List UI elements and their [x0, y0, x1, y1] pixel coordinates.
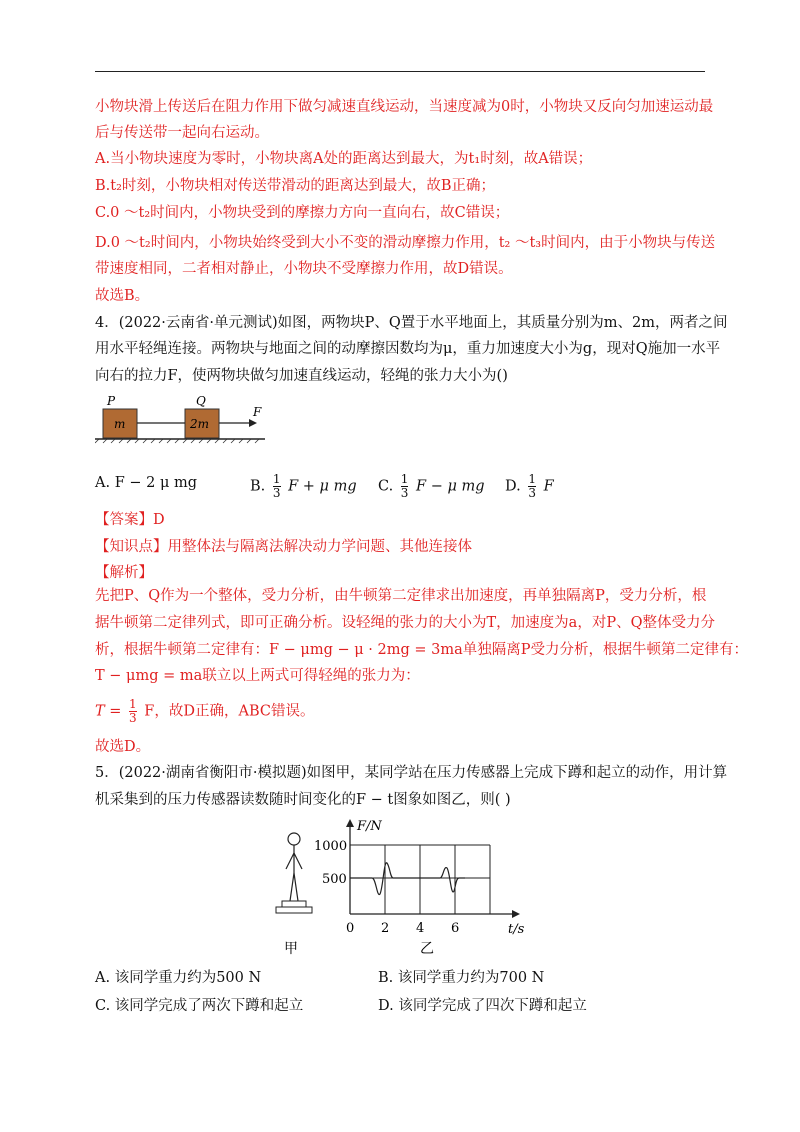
- q4-stem-line2: 用水平轻绳连接。两物块与地面之间的动摩擦因数均为μ，重力加速度大小为g，现对Q施加一水平: [95, 341, 721, 357]
- caption-left: 甲: [284, 941, 298, 957]
- q5-figure: [260, 815, 540, 965]
- sol3-line2: 后与传送带一起向右运动。: [95, 125, 269, 141]
- q4-analysis-line5: [95, 698, 314, 725]
- sol3-option-d-line2: 带速度相同，二者相对静止，小物块不受摩擦力作用，故D错误。: [95, 261, 513, 277]
- q4-stem-line1: 4．(2022·云南省·单元测试)如图，两物块P、Q置于水平地面上，其质量分别为m、2m，两者之间: [95, 315, 728, 331]
- q4-option-c-prefix: C.: [378, 478, 394, 495]
- q4-option-b-rest: F + μ mg: [288, 478, 357, 495]
- y-tick-500: 500: [322, 872, 347, 887]
- q4-analysis-line2: 据牛顿第二定律列式，即可正确分析。设轻绳的张力的大小为T，加速度为a，对P、Q整体受力分: [95, 615, 715, 631]
- q5-option-d[interactable]: D. 该同学完成了四次下蹲和起立: [378, 998, 587, 1014]
- x-tick-6: 6: [451, 921, 460, 936]
- mass-q: 2m: [190, 417, 210, 431]
- q4-analysis-label: 【解析】: [95, 565, 153, 581]
- q4-option-a[interactable]: A. F − 2 μ mg: [95, 475, 198, 491]
- q5-stem-line1: 5．(2022·湖南省衡阳市·模拟题)如图甲，某同学站在压力传感器上完成下蹲和起立的动作，用计算: [95, 765, 728, 781]
- fraction-denominator: 3: [528, 486, 536, 500]
- q5-option-a[interactable]: A. 该同学重力约为500 N: [95, 970, 262, 986]
- q4-option-b-fraction: [273, 473, 281, 500]
- stick-figure: [286, 833, 302, 901]
- label-p: P: [107, 394, 116, 408]
- fraction-denominator: 3: [400, 486, 409, 500]
- sol3-option-a: A.当小物块速度为零时，小物块离A处的距离达到最大，为t₁时刻，故A错误；: [95, 151, 593, 167]
- force-curve: [350, 863, 465, 895]
- q4-analysis-line4: T − μmg = ma联立以上两式可得轻绳的张力为：: [95, 668, 420, 684]
- q4-option-d-prefix: D.: [505, 478, 521, 495]
- force-arrowhead: [249, 419, 257, 427]
- q4-option-d-fraction: [528, 473, 536, 500]
- sol3-option-d-line1: D.0 ～t₂时间内，小物块始终受到大小不变的滑动摩擦力作用，t₂ ～t₃时间内，由于小物块与传送: [95, 235, 716, 251]
- q4-knowledge-point: 【知识点】用整体法与隔离法解决动力学问题、其他连接体: [95, 539, 472, 555]
- q4-option-b-prefix: B.: [250, 478, 266, 495]
- q4-answer: 【答案】D: [95, 512, 165, 528]
- q4-analysis-line5-prefix: T =: [95, 703, 122, 720]
- y-axis-arrowhead: [346, 819, 354, 827]
- q4-option-d-rest: F: [543, 478, 554, 495]
- pressure-sensor-icon: [276, 901, 312, 913]
- sol3-line1: 小物块滑上传送后在阻力作用下做匀减速直线运动，当速度减为0时，小物块又反向匀加速运动最: [95, 99, 714, 115]
- mass-p: m: [114, 417, 126, 431]
- q4-option-c-rest: F − μ mg: [416, 478, 485, 495]
- fraction-denominator: 3: [272, 486, 281, 500]
- y-axis-label: F/N: [357, 819, 382, 834]
- q4-option-d[interactable]: [505, 473, 554, 500]
- sol3-choose: 故选B。: [95, 288, 150, 304]
- x-tick-2: 2: [381, 921, 390, 936]
- q4-option-c-fraction: [401, 473, 409, 500]
- q5-option-b[interactable]: B. 该同学重力约为700 N: [378, 970, 545, 986]
- q4-analysis-line5-fraction: [129, 698, 137, 725]
- fraction-numerator: 1: [272, 472, 281, 486]
- x-axis-label: t/s: [508, 922, 525, 937]
- sol3-option-b: B.t₂时刻，小物块相对传送带滑动的距离达到最大，故B正确；: [95, 178, 496, 194]
- fraction-numerator: 1: [528, 472, 536, 486]
- label-q: Q: [196, 394, 206, 408]
- q4-option-c[interactable]: [378, 473, 485, 500]
- grid: [350, 845, 490, 914]
- label-f: F: [253, 405, 262, 419]
- q4-option-b[interactable]: [250, 473, 357, 500]
- header-rule: [95, 71, 705, 72]
- caption-right: 乙: [420, 941, 434, 957]
- x-tick-4: 4: [416, 921, 425, 936]
- q4-analysis-line3: 析，根据牛顿第二定律有：F − μmg − μ · 2mg = 3ma单独隔离P受力分析，根据牛顿第二定律有：: [95, 642, 748, 658]
- q5-stem-line2: 机采集到的压力传感器读数随时间变化的F − t图象如图乙，则( ): [95, 792, 511, 808]
- q5-option-c[interactable]: C. 该同学完成了两次下蹲和起立: [95, 998, 304, 1014]
- q4-blocks-figure: [95, 392, 275, 444]
- q4-stem-line3: 向右的拉力F，使两物块做匀加速直线运动，轻绳的张力大小为(): [95, 368, 508, 384]
- fraction-numerator: 1: [129, 697, 137, 711]
- x-axis-arrowhead: [512, 910, 520, 918]
- fraction-denominator: 3: [129, 711, 137, 725]
- sol3-option-c: C.0 ～t₂时间内，小物块受到的摩擦力方向一直向右，故C错误；: [95, 205, 510, 221]
- fraction-numerator: 1: [400, 472, 409, 486]
- y-tick-1000: 1000: [314, 839, 348, 854]
- x-tick-0: 0: [346, 921, 355, 936]
- q4-analysis-line1: 先把P、Q作为一个整体，受力分析，由牛顿第二定律求出加速度，再单独隔离P，受力分析，根: [95, 588, 707, 604]
- q4-analysis-line5-rest: F，故D正确，ABC错误。: [144, 703, 315, 720]
- q4-choose: 故选D。: [95, 739, 151, 755]
